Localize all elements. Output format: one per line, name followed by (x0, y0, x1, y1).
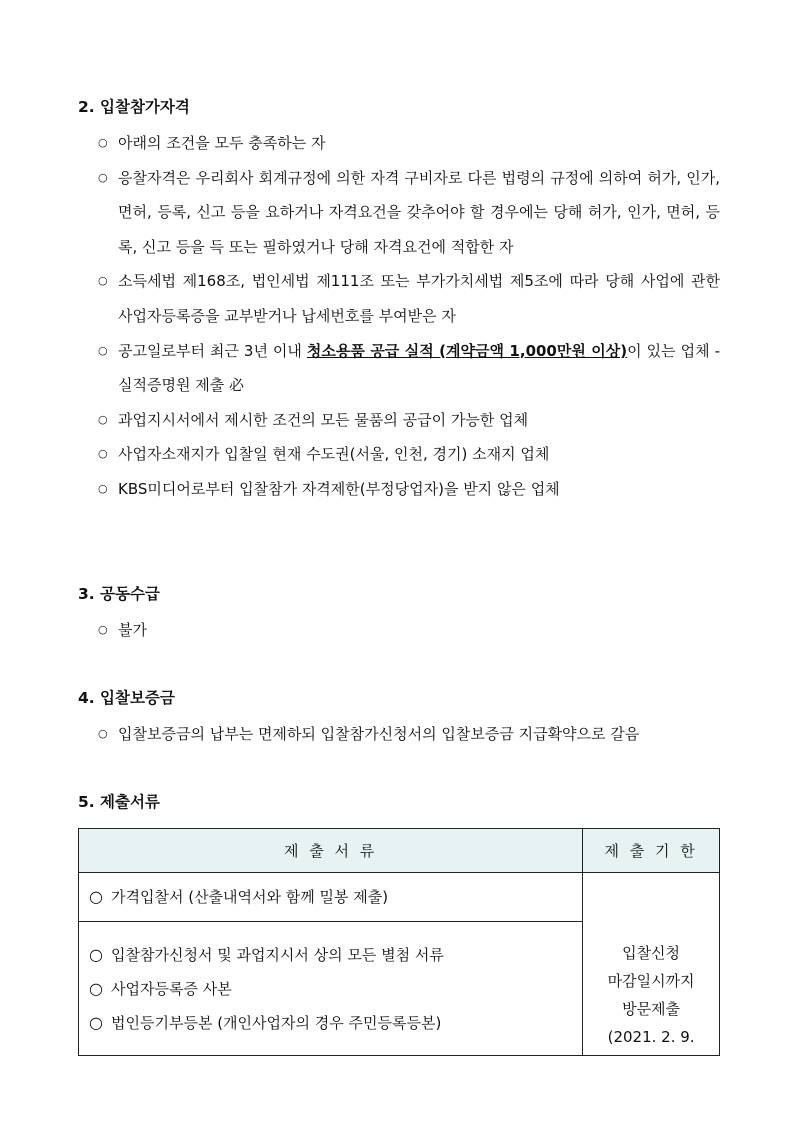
bullet-icon: ○ (98, 274, 108, 288)
section-title: 입찰보증금 (100, 689, 175, 707)
documents-table (78, 828, 720, 1056)
list-item: ○ 아래의 조건을 모두 충족하는 자 (78, 126, 720, 161)
table-row (79, 873, 720, 922)
list-item: ○ KBS미디어로부터 입찰참가 자격제한(부정당업자)을 받지 않은 업체 (78, 472, 720, 507)
bullet-icon: ○ (98, 447, 108, 461)
qualification-list (78, 126, 720, 507)
list-item: ○ 소득세법 제168조, 법인세법 제111조 또는 부가가치세법 제5조에 따라 당해 사업에 관한 사업자등록증을 교부받거나 납세번호를 부여받은 자 (78, 264, 720, 333)
section-heading (78, 96, 720, 118)
table-header-row (79, 829, 720, 873)
bid-deposit-list (78, 717, 720, 752)
document-item: ○ 법인등기부등본 (개인사업자의 경우 주민등록등본) (89, 1006, 572, 1040)
section-heading (78, 583, 720, 605)
document-item: ○ 입찰참가신청서 및 과업지시서 상의 모든 별첨 서류 (89, 938, 572, 972)
header-documents: 제 출 서 류 (79, 829, 583, 873)
list-item: ○ 불가 (78, 613, 720, 648)
circle-icon: ○ (89, 887, 103, 906)
header-deadline: 제 출 기 한 (583, 829, 720, 873)
section-heading (78, 687, 720, 709)
list-item: ○ 공고일로부터 최근 3년 이내 청소용품 공급 실적 (계약금액 1,000만원 이상)이 있는 업체 - 실적증명원 제출 必 (78, 334, 720, 403)
documents-cell (79, 922, 583, 1056)
section-documents (78, 791, 720, 813)
section-number: 3. (78, 585, 95, 603)
section-bid-deposit (78, 687, 720, 752)
circle-icon: ○ (89, 978, 103, 998)
circle-icon: ○ (89, 1012, 103, 1032)
section-title: 입찰참가자격 (100, 98, 190, 116)
section-number: 5. (78, 793, 95, 811)
documents-cell (79, 873, 583, 922)
list-item: ○ 과업지시서에서 제시한 조건의 모든 물품의 공급이 가능한 업체 (78, 403, 720, 438)
joint-supply-list (78, 613, 720, 648)
section-joint-supply (78, 583, 720, 648)
emphasized-requirement: 청소용품 공급 실적 (계약금액 1,000만원 이상) (306, 341, 628, 360)
document-item: ○ 사업자등록증 사본 (89, 972, 572, 1006)
bullet-icon: ○ (98, 136, 108, 149)
section-bid-qualification (78, 96, 720, 507)
section-number: 2. (78, 98, 95, 116)
section-title: 제출서류 (100, 793, 160, 811)
document-item: ○ 가격입찰서 (산출내역서와 함께 밀봉 제출) (89, 880, 572, 914)
list-item: ○ 사업자소재지가 입찰일 현재 수도권(서울, 인천, 경기) 소재지 업체 (78, 437, 720, 472)
bullet-icon: ○ (98, 481, 108, 495)
deadline-cell: 입찰신청 마감일시까지 방문제출 (2021. 2. 9. (583, 873, 720, 1056)
bullet-icon: ○ (98, 343, 108, 357)
list-item: ○ 응찰자격은 우리회사 회계규정에 의한 자격 구비자로 다른 법령의 규정에 의하여 허가, 인가, 면허, 등록, 신고 등을 요하거나 자격요건을 갖추어야 할 경우에는 당해 허가, 인가, 면허, 등록, 신고 등을 득 또는 필하였거나 당해 자격요건에 적합한 자 (78, 161, 720, 265)
list-item: ○ 입찰보증금의 납부는 면제하되 입찰참가신청서의 입찰보증금 지급확약으로 갈음 (78, 717, 720, 752)
bullet-icon: ○ (98, 727, 108, 740)
circle-icon: ○ (89, 944, 103, 964)
bullet-icon: ○ (98, 170, 108, 184)
section-heading (78, 791, 720, 813)
bullet-icon: ○ (98, 412, 108, 426)
bullet-icon: ○ (98, 623, 108, 636)
section-number: 4. (78, 689, 95, 707)
section-title: 공동수급 (100, 585, 160, 603)
